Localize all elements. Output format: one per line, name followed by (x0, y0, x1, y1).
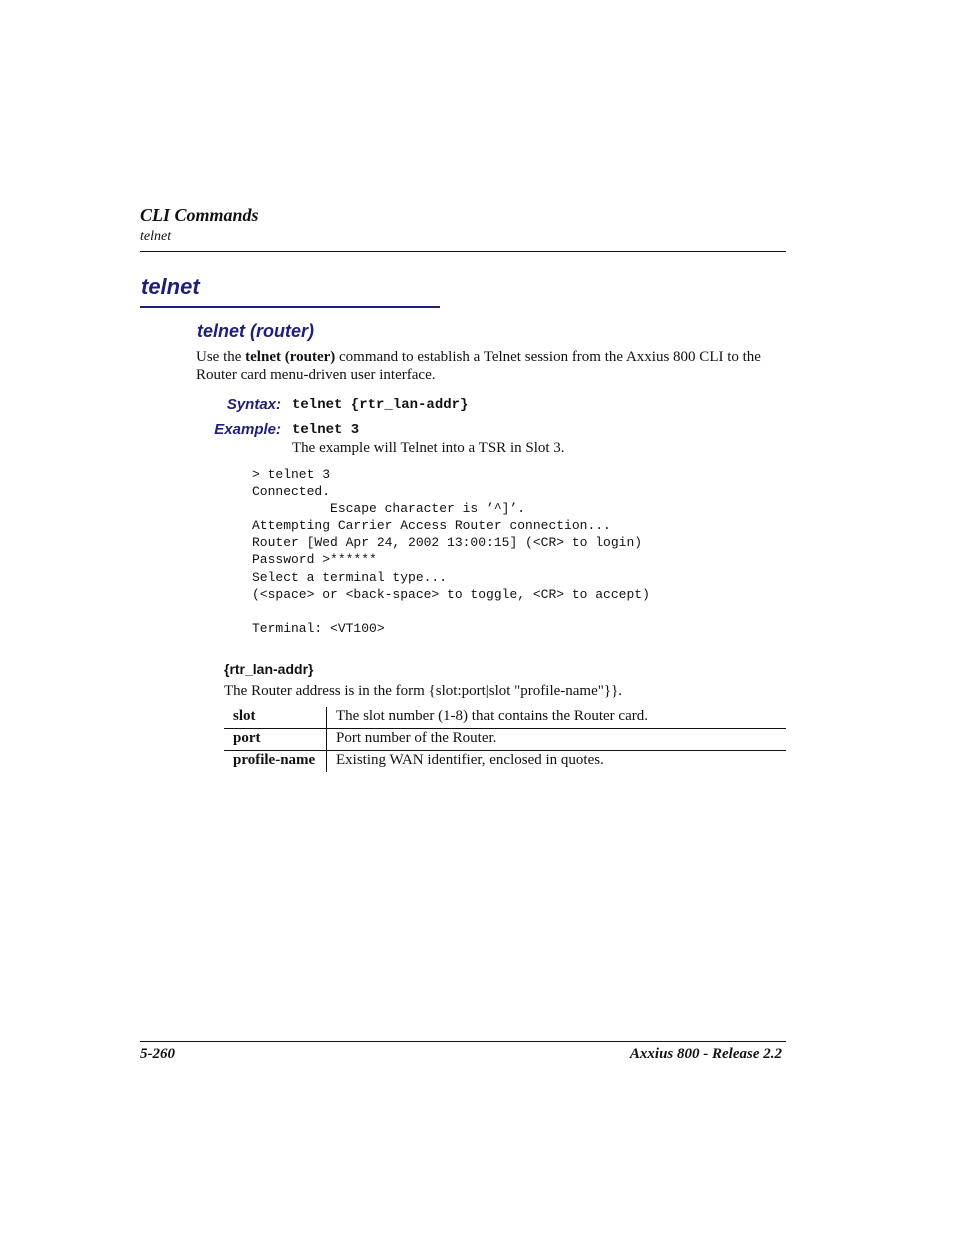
syntax-label: Syntax: (226, 396, 281, 413)
table-row (224, 751, 786, 773)
page-title: telnet (141, 274, 200, 299)
table-row (224, 707, 786, 729)
intro-command-name: telnet (router) (245, 349, 336, 365)
parameter-table (224, 707, 786, 772)
parameter-heading: {rtr_lan-addr} (224, 661, 314, 677)
example-label: Example: (214, 421, 281, 438)
param-desc: Port number of the Router. (327, 729, 787, 751)
param-name: slot (224, 707, 327, 729)
header-section-title: CLI Commands (140, 205, 259, 225)
page-number: 5-260 (140, 1046, 175, 1062)
intro-text-pre: Use the (196, 349, 246, 365)
intro-paragraph (196, 348, 792, 384)
subheading: telnet (router) (197, 321, 314, 341)
param-name: port (224, 729, 327, 751)
param-name: profile-name (224, 751, 327, 773)
syntax-value: telnet {rtr_lan-addr} (292, 397, 469, 413)
header-subsection: telnet (140, 229, 172, 244)
title-underline (140, 306, 440, 308)
example-description: The example will Telnet into a TSR in Slot 3. (292, 440, 565, 456)
example-output: > telnet 3 Connected. Escape character is ’^]’. Attempting Carrier Access Router connection... Router [Wed Apr 24, 2002 13:00:15] (<CR> to login) Password >****** Select a terminal type... (<space> or <back-space> to toggle, <CR> to accept) Terminal: <VT100> (252, 467, 650, 636)
footer-divider (140, 1041, 786, 1042)
param-desc: Existing WAN identifier, enclosed in quotes. (336, 752, 604, 768)
table-row (224, 729, 786, 751)
footer-product: Axxius 800 - Release 2.2 (629, 1046, 782, 1062)
header-divider (140, 251, 786, 252)
example-value: telnet 3 (292, 422, 360, 438)
intro-text-post: command to establish a Telnet session from the Axxius 800 CLI to the Router card menu-driven user interface. (196, 349, 761, 383)
param-desc: The slot number (1-8) that contains the Router card. (327, 707, 787, 729)
parameter-description: The Router address is in the form {slot:port|slot "profile-name"}}. (224, 683, 623, 699)
